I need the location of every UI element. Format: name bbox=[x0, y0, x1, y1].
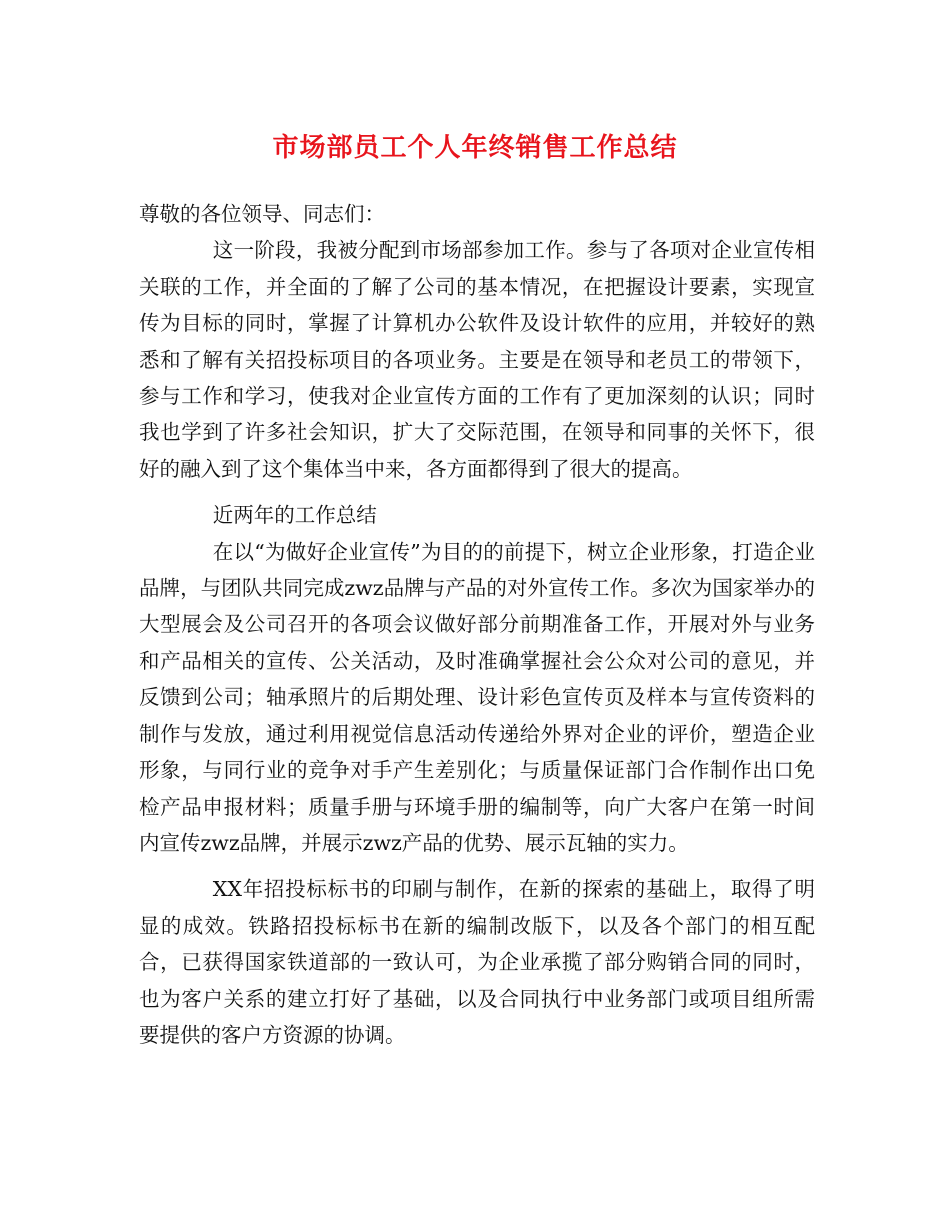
section-heading: 近两年的工作总结 bbox=[212, 503, 377, 528]
salutation: 尊敬的各位领导、同志们： bbox=[139, 202, 385, 226]
paragraph-intro: 这一阶段，我被分配到市场部参加工作。参与了各项对企业宣传相关联的工作，并全面的了解了公司的基本情况，在把握设计要素，实现宣传为目标的同时，掌握了计算机办公软件及设计软件的应用，并较好的熟悉和了解有关招投标项目的各项业务。主要是在领导和老员工的带领下，参与工作和学习，使我对企业宣传方面的工作有了更加深刻的认识；同时我也学到了许多社会知识，扩大了交际范围，在领导和同事的关怀下，很好的融入到了这个集体当中来，各方面都得到了很大的提高。 bbox=[139, 238, 815, 481]
document-body bbox=[139, 196, 815, 1053]
paragraph-bidding: XX年招投标标书的印刷与制作，在新的探索的基础上，取得了明显的成效。铁路招投标标书在新的编制改版下，以及各个部门的相互配合，已获得国家铁道部的一致认可，为企业承揽了部分购销合同的同时，也为客户关系的建立打好了基础，以及合同执行中业务部门或项目组所需要提供的客户方资源的协调。 bbox=[139, 877, 815, 1047]
paragraph-publicity: 在以“为做好企业宣传”为目的的前提下，树立企业形象，打造企业品牌，与团队共同完成zwz品牌与产品的对外宣传工作。多次为国家举办的大型展会及公司召开的各项会议做好部分前期准备工作，开展对外与业务和产品相关的宣传、公关活动，及时准确掌握社会公众对公司的意见，并反馈到公司；轴承照片的后期处理、设计彩色宣传页及样本与宣传资料的制作与发放，通过利用视觉信息活动传递给外界对企业的评价，塑造企业形象，与同行业的竞争对手产生差别化；与质量保证部门合作制作出口免检产品申报材料；质量手册与环境手册的编制等，向广大客户在第一时间内宣传zwz品牌，并展示zwz产品的优势、展示瓦轴的实力。 bbox=[139, 539, 815, 855]
document-title: 市场部员工个人年终销售工作总结 bbox=[272, 133, 678, 163]
